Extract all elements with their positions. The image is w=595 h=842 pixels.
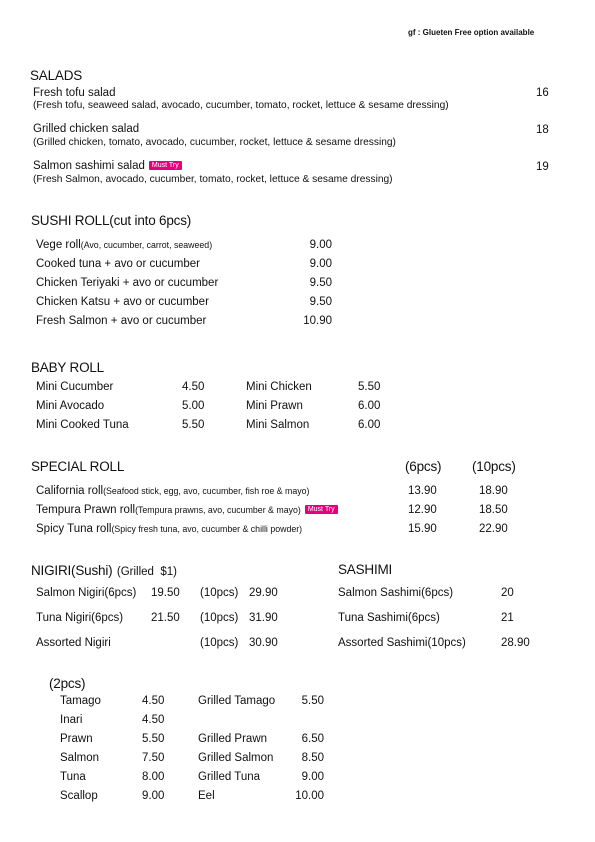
menu-item-name: Tuna Nigiri(6pcs)	[36, 612, 124, 624]
menu-item-desc: (Grilled chicken, tomato, avocado, cucumber, rocket, lettuce & sesame dressing)	[33, 137, 396, 148]
menu-item-name: Mini Salmon	[246, 419, 310, 431]
menu-item-price: 5.50	[182, 419, 205, 431]
gluten-free-note: gf : Glueten Free option available	[408, 28, 535, 37]
menu-item-desc: (Avo, cucumber, carrot, seaweed)	[80, 240, 213, 250]
menu-item-desc: (Tempura prawns, avo, cucumber & mayo)	[135, 505, 301, 515]
menu-item-label-10pcs: (10pcs)	[200, 612, 239, 624]
menu-item-name: Grilled Prawn	[198, 733, 268, 745]
menu-item-price-6pcs: 13.90	[408, 485, 437, 497]
menu-item-desc: (Fresh tofu, seaweed salad, avocado, cucumber, tomato, rocket, lettuce & sesame dressing)	[33, 100, 449, 111]
menu-item-price: 4.50	[142, 695, 165, 707]
menu-item-name: Salmon Sashimi(6pcs)	[338, 587, 454, 599]
menu-item-name: Fresh tofu salad	[33, 87, 116, 99]
menu-item-price: 5.00	[182, 400, 205, 412]
menu-item-price: 8.00	[142, 771, 165, 783]
menu-item-name: Mini Chicken	[246, 381, 312, 393]
menu-item-price-10pcs: 18.90	[479, 485, 508, 497]
must-try-badge: Must Try	[305, 505, 338, 514]
menu-item-desc: (Fresh Salmon, avocado, cucumber, tomato, rocket, lettuce & sesame dressing)	[33, 174, 393, 185]
menu-item-name: Assorted Nigiri	[36, 637, 111, 649]
menu-item-price: 9.50	[309, 296, 332, 308]
menu-item-name: Tempura Prawn roll	[36, 504, 136, 516]
menu-item-name: Scallop	[60, 790, 98, 802]
menu-item-price: 9.00	[309, 239, 332, 251]
menu-item-row	[33, 160, 182, 172]
section-title-sushi-roll: SUSHI ROLL(cut into 6pcs)	[31, 213, 192, 228]
menu-item-label-10pcs: (10pcs)	[200, 637, 239, 649]
menu-item-price: 9.50	[309, 277, 332, 289]
menu-item-price: 20	[501, 587, 514, 599]
menu-item-price: 6.00	[358, 400, 381, 412]
menu-item-name: Mini Cooked Tuna	[36, 419, 129, 431]
menu-item-row	[36, 523, 302, 535]
must-try-badge: Must Try	[149, 161, 182, 170]
section-title-salads: SALADS	[30, 68, 83, 83]
section-title-baby-roll: BABY ROLL	[31, 360, 104, 375]
menu-item-desc: (Seafood stick, egg, avo, cucumber, fish roe & mayo)	[103, 486, 310, 496]
menu-item-price: 4.50	[142, 714, 165, 726]
menu-item-name: Eel	[198, 790, 215, 802]
menu-item-name: Vege roll	[36, 239, 81, 251]
menu-item-name: Salmon	[60, 752, 99, 764]
column-header-10pcs: (10pcs)	[472, 459, 516, 474]
menu-item-price: 9.00	[309, 258, 332, 270]
menu-item-price-6pcs: 21.50	[151, 612, 180, 624]
section-title-2pcs: (2pcs)	[49, 676, 86, 691]
menu-item-price-6pcs: 15.90	[408, 523, 437, 535]
section-title-row	[31, 562, 177, 580]
menu-item-name: Chicken Katsu + avo or cucumber	[36, 296, 209, 308]
menu-item-price: 4.50	[182, 381, 205, 393]
menu-item-price: 8.50	[301, 752, 324, 764]
menu-item-price-10pcs: 22.90	[479, 523, 508, 535]
menu-item-row	[36, 485, 309, 497]
menu-item-price: 5.50	[142, 733, 165, 745]
menu-item-price: 21	[501, 612, 514, 624]
column-header-6pcs: (6pcs)	[405, 459, 442, 474]
menu-item-name: Cooked tuna + avo or cucumber	[36, 258, 200, 270]
menu-item-price: 28.90	[501, 637, 530, 649]
menu-item-price-10pcs: 31.90	[249, 612, 278, 624]
menu-item-name: Mini Cucumber	[36, 381, 114, 393]
menu-item-label-10pcs: (10pcs)	[200, 587, 239, 599]
menu-item-price: 19	[536, 161, 549, 173]
menu-item-price: 6.00	[358, 419, 381, 431]
menu-item-row	[36, 504, 338, 516]
menu-item-name: Tamago	[60, 695, 101, 707]
menu-item-price: 16	[536, 87, 549, 99]
menu-item-name: Chicken Teriyaki + avo or cucumber	[36, 277, 219, 289]
section-subtitle-nigiri: (Grilled $1)	[116, 566, 177, 578]
menu-item-name: Salmon Nigiri(6pcs)	[36, 587, 137, 599]
menu-item-price: 7.50	[142, 752, 165, 764]
menu-item-name: Prawn	[60, 733, 93, 745]
menu-item-name: Grilled Salmon	[198, 752, 274, 764]
menu-item-name: Grilled Tuna	[198, 771, 261, 783]
menu-item-name: California roll	[36, 485, 104, 497]
section-title-nigiri: NIGIRI(Sushi)	[31, 563, 113, 578]
menu-item-name: Tuna	[60, 771, 86, 783]
menu-item-price-6pcs: 12.90	[408, 504, 437, 516]
menu-item-name: Tuna Sashimi(6pcs)	[338, 612, 440, 624]
menu-item-name: Assorted Sashimi(10pcs)	[338, 637, 466, 649]
menu-item-price: 10.90	[303, 315, 332, 327]
menu-item-name: Salmon sashimi salad	[33, 160, 145, 172]
section-title-sashimi: SASHIMI	[338, 562, 393, 577]
menu-item-price: 9.00	[142, 790, 165, 802]
menu-item-price: 9.00	[301, 771, 324, 783]
menu-item-price: 10.00	[295, 790, 324, 802]
menu-item-price-6pcs: 19.50	[151, 587, 180, 599]
menu-item-name: Inari	[60, 714, 83, 726]
menu-item-desc: (Spicy fresh tuna, avo, cucumber & chilli powder)	[111, 524, 303, 534]
menu-item-row	[36, 239, 212, 251]
menu-item-price: 18	[536, 124, 549, 136]
menu-item-price: 5.50	[301, 695, 324, 707]
menu-item-price-10pcs: 30.90	[249, 637, 278, 649]
menu-item-name: Mini Prawn	[246, 400, 303, 412]
section-title-special-roll: SPECIAL ROLL	[31, 459, 125, 474]
menu-item-name: Grilled Tamago	[198, 695, 276, 707]
menu-item-name: Mini Avocado	[36, 400, 105, 412]
menu-item-name: Grilled chicken salad	[33, 123, 140, 135]
menu-item-price-10pcs: 29.90	[249, 587, 278, 599]
menu-item-price: 6.50	[301, 733, 324, 745]
menu-item-name: Spicy Tuna roll	[36, 523, 112, 535]
menu-item-price-10pcs: 18.50	[479, 504, 508, 516]
menu-item-price: 5.50	[358, 381, 381, 393]
menu-item-name: Fresh Salmon + avo or cucumber	[36, 315, 207, 327]
